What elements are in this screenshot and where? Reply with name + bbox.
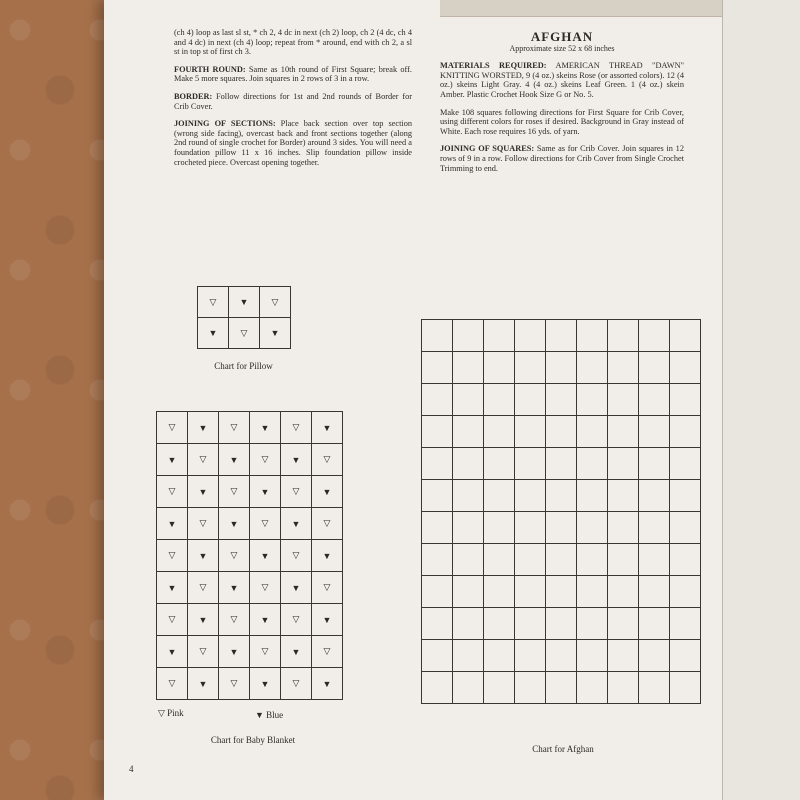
afghan-chart-cell <box>515 544 546 576</box>
afghan-chart-row <box>422 480 701 512</box>
blanket-chart-cell: ▽ <box>281 604 312 636</box>
afghan-chart-cell <box>453 480 484 512</box>
afghan-chart-cell <box>577 576 608 608</box>
afghan-chart-cell <box>422 320 453 352</box>
afghan-chart-cell <box>546 672 577 704</box>
afghan-chart-cell <box>515 608 546 640</box>
blanket-chart-cell: ▼ <box>188 412 219 444</box>
afghan-chart-cell <box>608 384 639 416</box>
afghan-chart-cell <box>515 384 546 416</box>
afghan-chart-row <box>422 416 701 448</box>
afghan-chart-cell <box>453 672 484 704</box>
afghan-chart-cell <box>422 544 453 576</box>
afghan-chart-cell <box>608 448 639 480</box>
blanket-chart-cell: ▽ <box>219 412 250 444</box>
afghan-chart-cell <box>484 480 515 512</box>
afghan-chart-cell <box>639 544 670 576</box>
afghan-chart-cell <box>422 416 453 448</box>
afghan-chart-cell <box>670 640 701 672</box>
blanket-chart-cell: ▽ <box>250 572 281 604</box>
afghan-chart-row <box>422 320 701 352</box>
blanket-chart-cell: ▽ <box>188 508 219 540</box>
afghan-chart-cell <box>577 352 608 384</box>
blanket-chart-cell: ▼ <box>281 508 312 540</box>
afghan-chart-cell <box>515 672 546 704</box>
afghan-chart-cell <box>639 672 670 704</box>
pillow-chart-cell: ▼ <box>229 287 260 318</box>
afghan-chart-cell <box>453 544 484 576</box>
blanket-chart-cell: ▽ <box>188 636 219 668</box>
afghan-chart-cell <box>670 608 701 640</box>
blanket-chart-cell: ▼ <box>188 540 219 572</box>
afghan-chart <box>421 319 701 704</box>
blanket-chart-row <box>157 540 343 572</box>
afghan-chart-cell <box>453 512 484 544</box>
blanket-chart-cell: ▼ <box>157 508 188 540</box>
afghan-chart-cell <box>670 448 701 480</box>
afghan-chart-cell <box>670 672 701 704</box>
blanket-chart-cell: ▼ <box>157 572 188 604</box>
afghan-chart-cell <box>577 512 608 544</box>
blanket-chart-cell: ▼ <box>250 476 281 508</box>
blanket-chart-cell: ▽ <box>157 476 188 508</box>
afghan-chart-cell <box>515 640 546 672</box>
afghan-chart-cell <box>608 320 639 352</box>
paragraph-fourth-round: FOURTH ROUND: Same as 10th round of First Square; break off. Make 5 more squares. Join squares in 2 rows of 3 in a row. <box>174 64 412 84</box>
legend-pink: ▽ Pink <box>158 708 184 718</box>
afghan-chart-cell <box>577 672 608 704</box>
section-subtitle: Approximate size 52 x 68 inches <box>509 43 615 53</box>
blanket-chart-cell: ▽ <box>281 476 312 508</box>
blanket-chart-cell: ▼ <box>250 540 281 572</box>
afghan-chart-cell <box>608 544 639 576</box>
blanket-chart-cell: ▽ <box>250 508 281 540</box>
blanket-chart-cell: ▼ <box>188 476 219 508</box>
blanket-chart-cell: ▽ <box>157 540 188 572</box>
afghan-chart-row <box>422 608 701 640</box>
blanket-chart-cell: ▼ <box>219 572 250 604</box>
blanket-chart-cell: ▽ <box>219 476 250 508</box>
blanket-chart-cell: ▽ <box>157 604 188 636</box>
afghan-chart-cell <box>577 416 608 448</box>
afghan-chart-cell <box>484 384 515 416</box>
afghan-chart-cell <box>484 352 515 384</box>
afghan-chart-cell <box>484 320 515 352</box>
afghan-chart-cell <box>608 640 639 672</box>
afghan-chart-cell <box>608 480 639 512</box>
blanket-chart-cell: ▽ <box>188 444 219 476</box>
afghan-chart-cell <box>484 640 515 672</box>
afghan-chart-cell <box>484 608 515 640</box>
afghan-chart-caption: Chart for Afghan <box>532 744 594 754</box>
blanket-chart-cell: ▼ <box>312 668 343 700</box>
afghan-chart-cell <box>422 608 453 640</box>
afghan-chart-cell <box>639 416 670 448</box>
blanket-chart-cell: ▽ <box>281 668 312 700</box>
blanket-chart-cell: ▽ <box>281 540 312 572</box>
blanket-chart-cell: ▽ <box>281 412 312 444</box>
blanket-chart-cell: ▽ <box>157 668 188 700</box>
baby-blanket-chart <box>156 411 343 700</box>
afghan-chart-cell <box>453 416 484 448</box>
afghan-chart-cell <box>577 480 608 512</box>
afghan-chart-cell <box>546 416 577 448</box>
blanket-chart-cell: ▽ <box>312 572 343 604</box>
afghan-chart-row <box>422 672 701 704</box>
blanket-chart-cell: ▼ <box>281 636 312 668</box>
blanket-chart-row <box>157 604 343 636</box>
afghan-chart-cell <box>546 576 577 608</box>
afghan-chart-cell <box>639 320 670 352</box>
afghan-chart-cell <box>577 320 608 352</box>
blanket-chart-cell: ▼ <box>250 604 281 636</box>
blanket-chart-cell: ▽ <box>188 572 219 604</box>
afghan-chart-cell <box>515 320 546 352</box>
blanket-chart-cell: ▼ <box>157 636 188 668</box>
right-page-edge <box>722 0 800 800</box>
afghan-chart-cell <box>577 640 608 672</box>
blanket-chart-cell: ▼ <box>157 444 188 476</box>
pillow-chart-cell: ▼ <box>198 318 229 349</box>
afghan-chart-cell <box>639 448 670 480</box>
afghan-chart-cell <box>484 576 515 608</box>
afghan-chart-cell <box>484 512 515 544</box>
afghan-chart-row <box>422 448 701 480</box>
left-column-text <box>174 28 412 175</box>
afghan-chart-cell <box>484 416 515 448</box>
blanket-chart-cell: ▼ <box>219 508 250 540</box>
afghan-chart-cell <box>670 320 701 352</box>
afghan-chart-cell <box>546 544 577 576</box>
blanket-chart-row <box>157 412 343 444</box>
afghan-chart-cell <box>546 512 577 544</box>
legend-blue: ▼ Blue <box>255 710 284 720</box>
section-title: AFGHAN <box>530 29 594 44</box>
afghan-chart-cell <box>577 448 608 480</box>
afghan-chart-cell <box>546 480 577 512</box>
blanket-chart-cell: ▼ <box>219 636 250 668</box>
afghan-chart-cell <box>639 384 670 416</box>
afghan-chart-cell <box>453 576 484 608</box>
afghan-chart-cell <box>515 480 546 512</box>
blanket-chart-cell: ▽ <box>312 444 343 476</box>
binding-strip <box>440 0 722 17</box>
afghan-chart-cell <box>577 384 608 416</box>
afghan-chart-cell <box>639 576 670 608</box>
afghan-chart-cell <box>546 608 577 640</box>
afghan-chart-row <box>422 544 701 576</box>
afghan-chart-row <box>422 576 701 608</box>
blanket-chart-cell: ▽ <box>250 444 281 476</box>
afghan-chart-row <box>422 640 701 672</box>
blanket-chart-row <box>157 444 343 476</box>
blanket-chart-row <box>157 668 343 700</box>
right-column-text <box>440 30 684 181</box>
afghan-chart-cell <box>670 512 701 544</box>
blanket-chart-row <box>157 476 343 508</box>
afghan-chart-cell <box>639 640 670 672</box>
page-number: 4 <box>129 764 134 774</box>
afghan-chart-cell <box>639 352 670 384</box>
paragraph-border: BORDER: Follow directions for 1st and 2nd rounds of Border for Crib Cover. <box>174 91 412 111</box>
blanket-chart-cell: ▼ <box>312 604 343 636</box>
blanket-chart-cell: ▼ <box>312 476 343 508</box>
afghan-chart-cell <box>422 512 453 544</box>
baby-blanket-chart-caption: Chart for Baby Blanket <box>210 735 296 745</box>
pillow-chart <box>197 286 291 349</box>
afghan-chart-cell <box>546 352 577 384</box>
afghan-chart-cell <box>639 608 670 640</box>
paragraph-continuation: (ch 4) loop as last sl st, * ch 2, 4 dc in next (ch 2) loop, ch 2 (4 dc, ch 4 and 4 dc) in next (ch 4) loop; repeat from * around, end with ch 2, a sl st in top st of first ch 3. <box>174 28 412 57</box>
paragraph-make-squares: Make 108 squares following directions for First Square for Crib Cover, using different colors for roses if desired. Background in Gray instead of White. Each rose requires 16 yds. of yarn. <box>440 107 684 136</box>
afghan-chart-cell <box>515 512 546 544</box>
afghan-chart-cell <box>453 352 484 384</box>
blanket-chart-cell: ▼ <box>219 444 250 476</box>
afghan-chart-cell <box>608 672 639 704</box>
blanket-chart-cell: ▼ <box>312 412 343 444</box>
paragraph-materials: MATERIALS REQUIRED: AMERICAN THREAD "DAWN" KNITTING WORSTED, 9 (4 oz.) skeins Rose (or assorted colors). 12 (4 oz.) skeins Light Gray. 4 (4 oz.) skeins Leaf Green. 1 (4 oz.) skein Amber. Plastic Crochet Hook Size G or No. 5. <box>440 61 684 99</box>
blanket-chart-row <box>157 508 343 540</box>
blanket-chart-cell: ▼ <box>250 668 281 700</box>
blanket-chart-cell: ▼ <box>250 412 281 444</box>
afghan-chart-cell <box>608 576 639 608</box>
afghan-chart-cell <box>670 576 701 608</box>
afghan-chart-cell <box>484 448 515 480</box>
afghan-chart-cell <box>422 672 453 704</box>
afghan-chart-cell <box>515 352 546 384</box>
afghan-chart-cell <box>639 480 670 512</box>
blanket-chart-cell: ▽ <box>219 604 250 636</box>
afghan-chart-cell <box>670 352 701 384</box>
pillow-chart-cell: ▽ <box>229 318 260 349</box>
afghan-chart-cell <box>422 384 453 416</box>
afghan-chart-cell <box>546 384 577 416</box>
afghan-chart-row <box>422 352 701 384</box>
pillow-chart-cell: ▽ <box>260 287 291 318</box>
afghan-chart-cell <box>608 512 639 544</box>
blanket-chart-cell: ▼ <box>281 572 312 604</box>
afghan-chart-cell <box>608 608 639 640</box>
afghan-chart-cell <box>453 608 484 640</box>
blanket-chart-cell: ▼ <box>188 668 219 700</box>
afghan-chart-cell <box>546 640 577 672</box>
afghan-chart-cell <box>608 352 639 384</box>
afghan-chart-cell <box>453 640 484 672</box>
afghan-chart-cell <box>453 320 484 352</box>
pillow-chart-caption: Chart for Pillow <box>214 361 273 371</box>
afghan-chart-cell <box>670 384 701 416</box>
afghan-chart-row <box>422 384 701 416</box>
blanket-chart-row <box>157 572 343 604</box>
afghan-chart-cell <box>546 448 577 480</box>
afghan-chart-cell <box>453 448 484 480</box>
afghan-chart-cell <box>515 448 546 480</box>
afghan-chart-cell <box>670 544 701 576</box>
paragraph-joining-squares: JOINING OF SQUARES: Same as for Crib Cover. Join squares in 12 rows of 9 in a row. Follow directions for Crib Cover from Single Crochet Trimming to end. <box>440 144 684 173</box>
afghan-chart-cell <box>422 352 453 384</box>
afghan-chart-cell <box>484 544 515 576</box>
afghan-chart-cell <box>639 512 670 544</box>
pillow-chart-row <box>198 318 291 349</box>
afghan-chart-cell <box>670 416 701 448</box>
pillow-chart-row <box>198 287 291 318</box>
afghan-chart-cell <box>577 608 608 640</box>
blanket-chart-cell: ▽ <box>312 636 343 668</box>
afghan-chart-row <box>422 512 701 544</box>
blanket-chart-cell: ▽ <box>250 636 281 668</box>
afghan-chart-cell <box>608 416 639 448</box>
afghan-chart-cell <box>670 480 701 512</box>
afghan-chart-cell <box>515 416 546 448</box>
blanket-chart-cell: ▼ <box>281 444 312 476</box>
blanket-chart-row <box>157 636 343 668</box>
blanket-chart-cell: ▽ <box>157 412 188 444</box>
afghan-chart-cell <box>515 576 546 608</box>
blanket-chart-cell: ▽ <box>219 668 250 700</box>
blanket-chart-cell: ▼ <box>312 540 343 572</box>
afghan-chart-cell <box>453 384 484 416</box>
blanket-chart-cell: ▽ <box>312 508 343 540</box>
afghan-chart-cell <box>422 640 453 672</box>
afghan-chart-cell <box>484 672 515 704</box>
blanket-chart-cell: ▼ <box>188 604 219 636</box>
pillow-chart-cell: ▼ <box>260 318 291 349</box>
afghan-chart-cell <box>422 448 453 480</box>
paragraph-joining-sections: JOINING OF SECTIONS: Place back section over top section (wrong side facing), overcast back and front sections together (along 2nd round of single crochet for Border) around 3 sides. You will need a foundation pillow 11 x 16 inches. Slip foundation pillow inside crocheted piece. Overcast opening together. <box>174 119 413 167</box>
pillow-chart-cell: ▽ <box>198 287 229 318</box>
afghan-chart-cell <box>422 480 453 512</box>
afghan-chart-cell <box>422 576 453 608</box>
blanket-chart-cell: ▽ <box>219 540 250 572</box>
afghan-chart-cell <box>577 544 608 576</box>
afghan-chart-cell <box>546 320 577 352</box>
